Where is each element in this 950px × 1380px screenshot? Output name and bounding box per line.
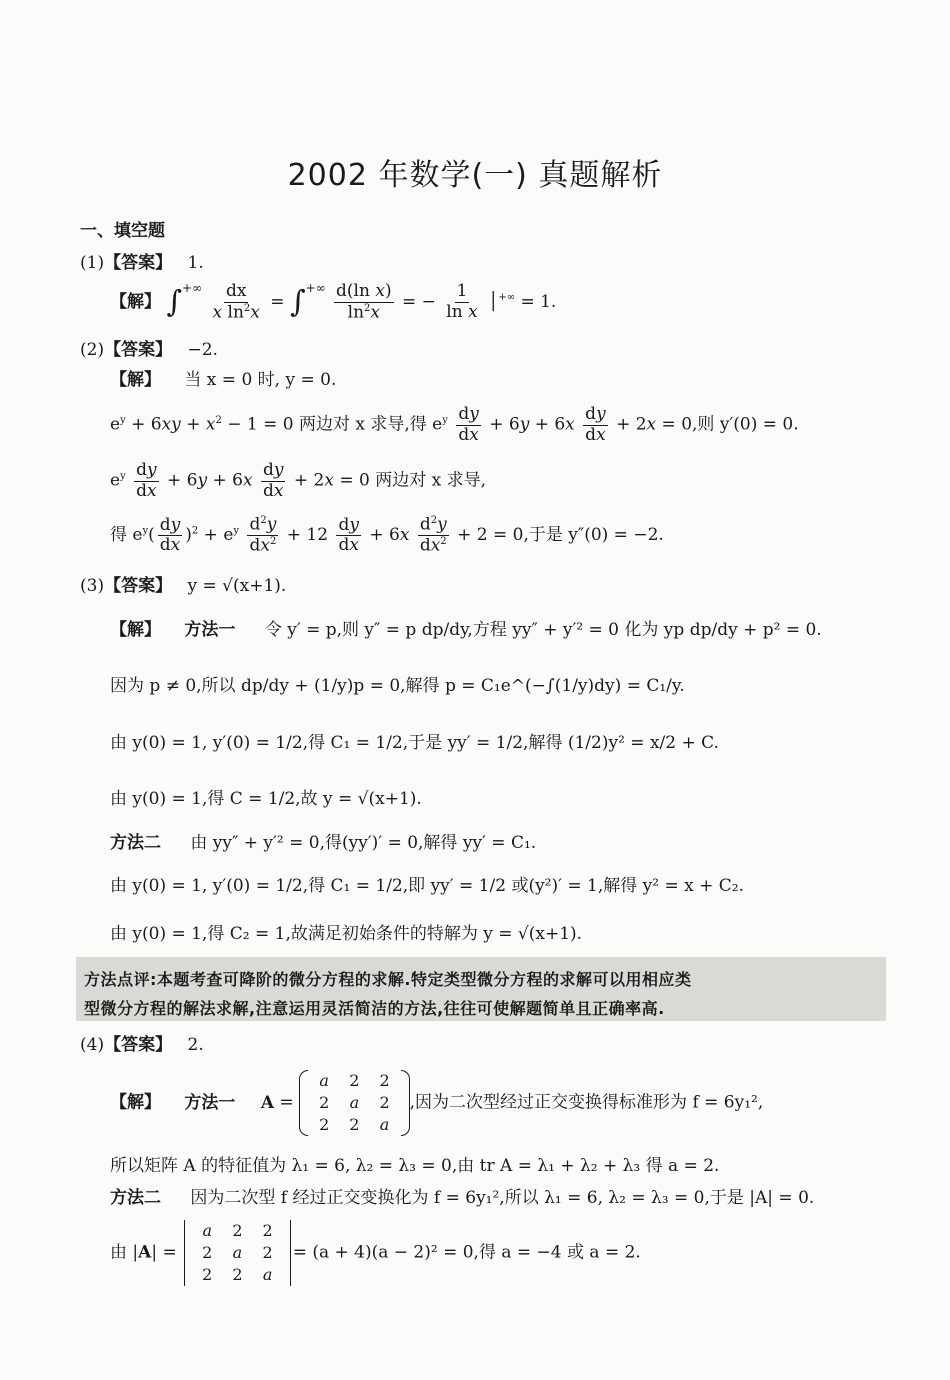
q4-det-end: = (a + 4)(a − 2)² = 0,得 a = −4 或 a = 2. xyxy=(292,1242,641,1263)
q2-line4-end: ,于是 y″(0) = −2. xyxy=(523,525,664,546)
q2-line1 xyxy=(110,372,336,389)
q3-number: (3) xyxy=(80,576,105,596)
q4-det-line: 由 |A| = a 2 2 2 a 2 2 2 a = (a + 4)(a − 2)² = 0,得 a = −4 或 a = 2. xyxy=(110,1221,641,1284)
q2-number: (2) xyxy=(80,340,105,360)
q3-m1-line1-text: 令 y′ = p,则 y″ = p dp/dy,方程 yy″ + y′² = 0 化为 yp dp/dy + p² = 0. xyxy=(264,620,822,640)
q4-m1-text: ,因为二次型经过正交变换得标准形为 f = 6y₁², xyxy=(409,1092,764,1113)
q2-line4: 得 $e^y$( $\frac{dy}{dx}$ )$^2 + e^y$ $\frac{d^2y}{dx^2}$ + 12 $\frac{dy}{dx}$ + 6x $\frac{d^2y}{dx^2}$ + 2 = 0,于是 y″(0) = −2. xyxy=(110,514,664,556)
q3-m2-line1 xyxy=(110,835,536,852)
matrix-cell: a xyxy=(232,1243,243,1262)
q4-answer-line xyxy=(80,1037,204,1054)
method1-label: 方法一 xyxy=(184,1092,236,1113)
q2-line3: $e^y$ $\frac{dy}{dx}$ + 6y + 6x $\frac{dy}{dx}$ + 2x = 0 两边对 x 求导, xyxy=(110,460,487,501)
q3-m2-line3: 由 y(0) = 1,得 C₂ = 1,故满足初始条件的特解为 y = √(x+1). xyxy=(110,924,583,944)
q3-m1-line2: 因为 p ≠ 0,所以 dp/dy + (1/y)p = 0,解得 p = C₁e^(−∫(1/y)dy) = C₁/y. xyxy=(110,676,685,696)
q2-line3-text: 两边对 x 求导, xyxy=(375,470,487,491)
q3-answer-line xyxy=(80,578,286,595)
q1-answer-line xyxy=(80,255,204,272)
q2-line2-text: 两边对 x 求导,得 xyxy=(298,414,427,435)
solution-label: 【解】 xyxy=(110,620,161,640)
answer-label: 【答案】 xyxy=(104,576,173,596)
q3-m1-line3: 由 y(0) = 1, y′(0) = 1/2,得 C₁ = 1/2,于是 yy′ = 1/2,解得 (1/2)y² = x/2 + C. xyxy=(110,733,719,753)
answer-label: 【答案】 xyxy=(104,253,173,273)
q1-answer: 1. xyxy=(187,253,204,273)
matrix-cell: 2 xyxy=(202,1243,213,1262)
comment-line2: 型微分方程的解法求解,注意运用灵活简洁的方法,往往可使解题简单且正确率高. xyxy=(84,999,665,1018)
q4-number: (4) xyxy=(80,1035,105,1055)
q2-line1-text: 当 x = 0 时, y = 0. xyxy=(184,370,337,390)
matrix-cell: 2 xyxy=(379,1071,390,1090)
solution-label: 【解】 xyxy=(110,1092,161,1113)
section-heading: 一、填空题 xyxy=(80,221,165,241)
solution-label: 【解】 xyxy=(110,291,161,312)
q4-line2: 所以矩阵 A 的特征值为 λ₁ = 6, λ₂ = λ₃ = 0,由 tr A = λ₁ + λ₂ + λ₃ 得 a = 2. xyxy=(110,1156,720,1176)
answer-label: 【答案】 xyxy=(104,1035,173,1055)
matrix-A xyxy=(299,1070,410,1136)
q2-line2: $e^y + 6xy + x^2 - 1 = 0$ 两边对 x 求导,得 $e^y$ $\frac{dy}{dx}$ + 6y + 6x $\frac{dy}{dx}$ + 2x = 0,则 y′(0) = 0. xyxy=(110,404,799,445)
q2-line2-end: ,则 y′(0) = 0. xyxy=(692,414,799,435)
matrix-cell: 2 xyxy=(349,1115,360,1134)
q3-m2-line1-text: 由 yy″ + y′² = 0,得(yy′)′ = 0,解得 yy′ = C₁. xyxy=(190,833,537,853)
method2-label: 方法二 xyxy=(110,833,161,853)
answer-label: 【答案】 xyxy=(104,340,173,360)
matrix-cell: a xyxy=(262,1265,273,1284)
q3-m2-line2: 由 y(0) = 1, y′(0) = 1/2,得 C₁ = 1/2,即 yy′ = 1/2 或(y²)′ = 1,解得 y² = x + C₂. xyxy=(110,876,745,896)
matrix-cell: a xyxy=(319,1071,329,1090)
q2-answer-line xyxy=(80,342,218,359)
matrix-cell: 2 xyxy=(202,1265,213,1284)
q4-answer: 2. xyxy=(187,1035,204,1055)
determinant-A xyxy=(182,1220,293,1286)
q4-m1-line1: 【解】 方法一 A = a 2 2 2 a 2 2 2 a ,因为二次型经过正交变换得标准形为 f = 6y₁², xyxy=(110,1071,764,1134)
matrix-cell: 2 xyxy=(262,1221,273,1240)
q2-answer: −2. xyxy=(187,340,218,360)
method2-label: 方法二 xyxy=(110,1188,161,1208)
q3-m1-line4: 由 y(0) = 1,得 C = 1/2,故 y = √(x+1). xyxy=(110,789,422,809)
page-title: 2002 年数学(一) 真题解析 xyxy=(287,158,663,193)
matrix-cell: 2 xyxy=(379,1093,390,1112)
matrix-cell: 2 xyxy=(319,1093,330,1112)
matrix-cell: a xyxy=(349,1093,360,1112)
solution-label: 【解】 xyxy=(110,370,161,390)
matrix-cell: 2 xyxy=(319,1115,330,1134)
matrix-cell: a xyxy=(202,1221,212,1240)
matrix-cell: a xyxy=(379,1115,390,1134)
q1-number: (1) xyxy=(80,253,105,273)
method1-label: 方法一 xyxy=(184,620,236,640)
q3-answer: y = √(x+1). xyxy=(187,576,287,596)
matrix-cell: 2 xyxy=(349,1071,360,1090)
matrix-cell: 2 xyxy=(232,1221,243,1240)
matrix-cell: 2 xyxy=(232,1265,243,1284)
q4-m2-text: 因为二次型 f 经过正交变换化为 f = 6y₁²,所以 λ₁ = 6, λ₂ = λ₃ = 0,于是 |A| = 0. xyxy=(190,1188,815,1208)
matrix-cell: 2 xyxy=(262,1243,273,1262)
q3-m1-line1 xyxy=(110,622,822,639)
q4-m2-line xyxy=(110,1190,814,1207)
comment-line1: 方法点评:本题考查可降阶的微分方程的求解.特定类型微分方程的求解可以用相应类 xyxy=(84,970,692,989)
q1-solution-line: 【解】 ∫+∞ $\frac{dx}{x \ln^2x}$ = ∫+∞ $\frac{\text{d(ln x)}}{\ln^2x}$ = − $\frac{1}{\text{ln x}}$ │+∞ = 1. xyxy=(110,281,557,323)
